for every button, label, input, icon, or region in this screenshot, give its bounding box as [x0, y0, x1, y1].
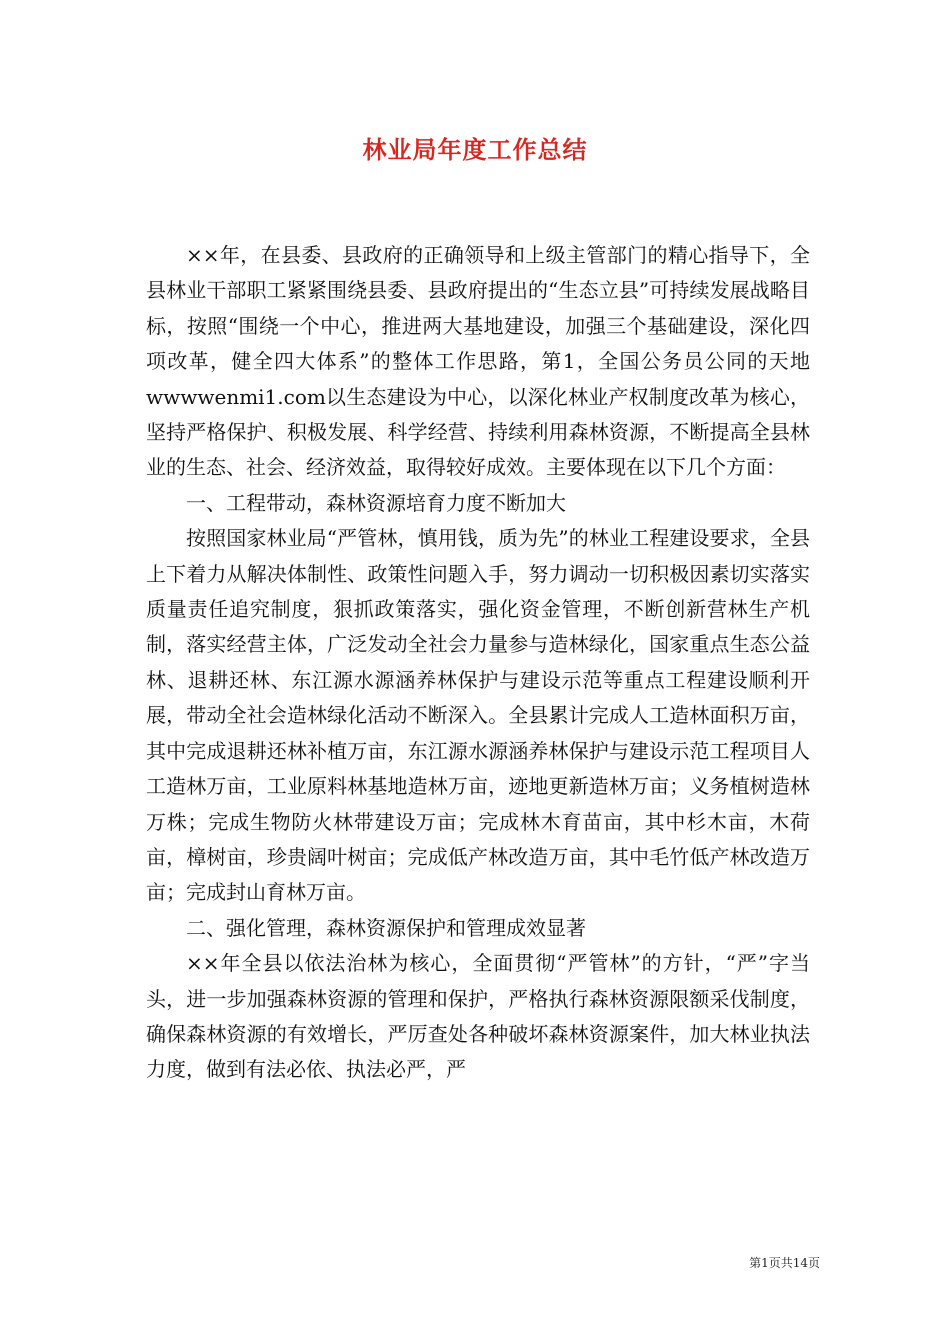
paragraph-intro: ××年，在县委、县政府的正确领导和上级主管部门的精心指导下，全县林业干部职工紧紧围绕县委、县政府提出的“生态立县”可持续发展战略目标，按照“围绕一个中心，推进两大基地建设，加强三个基础建设，深化四项改革，健全四大体系”的整体工作思路，第1，全国公务员公同的天地wwwwenmi1.com以生态建设为中心，以深化林业产权制度改革为核心，坚持严格保护、积极发展、科学经营、持续利用森林资源，不断提高全县林业的生态、社会、经济效益，取得较好成效。主要体现在以下几个方面：: [146, 243, 810, 480]
document-body: [146, 238, 810, 1088]
paragraph-section-1: 按照国家林业局“严管林，慎用钱，质为先”的林业工程建设要求，全县上下着力从解决体制性、政策性问题入手，努力调动一切积极因素切实落实质量责任追究制度，狠抓政策落实，强化资金管理，不断创新营林生产机制，落实经营主体，广泛发动全社会力量参与造林绿化，国家重点生态公益林、退耕还林、东江源水源涵养林保护与建设示范等重点工程建设顺利开展，带动全社会造林绿化活动不断深入。全县累计完成人工造林面积万亩，其中完成退耕还林补植万亩，东江源水源涵养林保护与建设示范工程项目人工造林万亩，工业原料林基地造林万亩，迹地更新造林万亩；义务植树造林万株；完成生物防火林带建设万亩；完成林木育苗亩，其中杉木亩，木荷亩，樟树亩，珍贵阔叶树亩；完成低产林改造万亩，其中毛竹低产林改造万亩；完成封山育林万亩。: [146, 526, 810, 905]
paragraph-section-2: ××年全县以依法治林为核心，全面贯彻“严管林”的方针，“严”字当头，进一步加强森林资源的管理和保护，严格执行森林资源限额采伐制度，确保森林资源的有效增长，严厉查处各种破坏森林资源案件，加大林业执法力度，做到有法必依、执法必严，严: [146, 951, 810, 1082]
section-heading-2: 二、强化管理，森林资源保护和管理成效显著: [186, 915, 586, 940]
document-title: 林业局年度工作总结: [362, 135, 588, 164]
section-heading-1: 一、工程带动，森林资源培育力度不断加大: [186, 490, 566, 515]
page-number: 第1页共14页: [749, 1256, 820, 1270]
